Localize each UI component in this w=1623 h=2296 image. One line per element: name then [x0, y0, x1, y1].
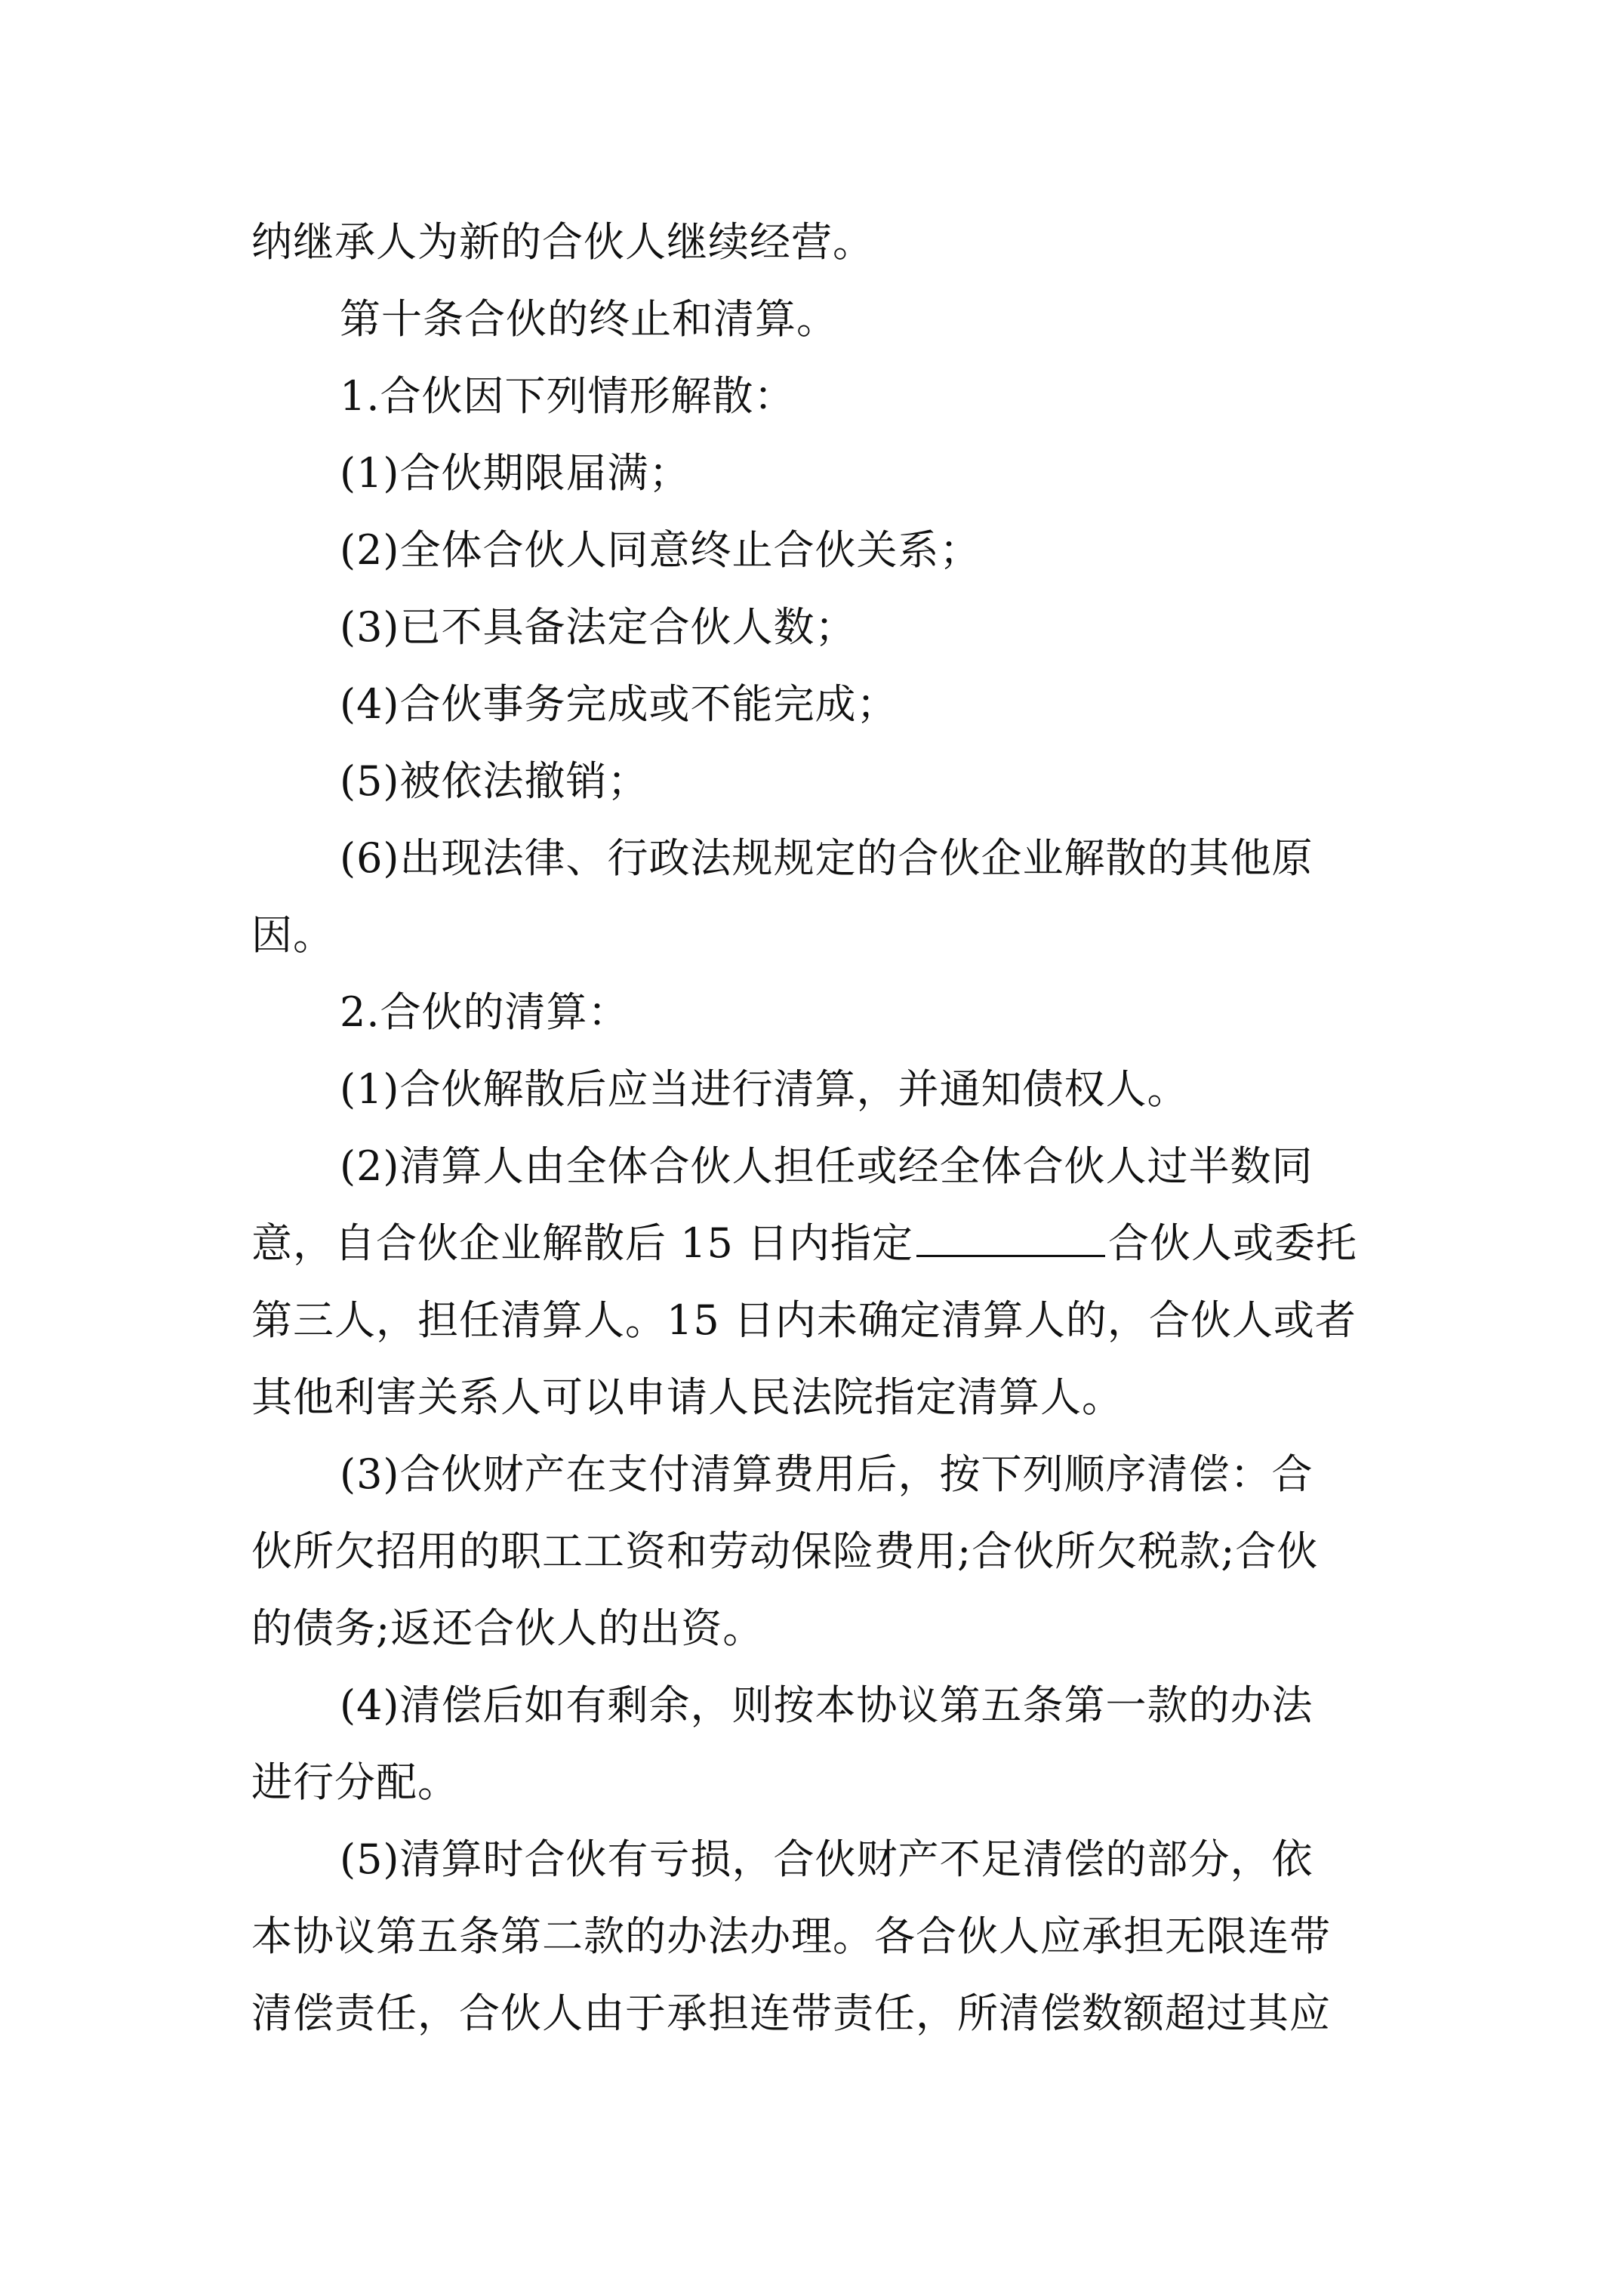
list-item: (6)出现法律、行政法规规定的合伙企业解散的其他原 [340, 834, 1313, 882]
list-item: (5)被依法撤销； [340, 757, 649, 805]
text-line: 本协议第五条第二款的办法办理。各合伙人应承担无限连带 [251, 1912, 1331, 1960]
list-item: (4)清偿后如有剩余，则按本协议第五条第一款的办法 [340, 1681, 1313, 1729]
list-item: (4)合伙事务完成或不能完成； [340, 680, 898, 728]
list-item: (1)合伙期限届满； [340, 449, 691, 497]
text-fragment: 合伙人或委托 [1108, 1219, 1358, 1267]
section-heading: 2.合伙的清算： [340, 988, 630, 1036]
fill-in-blank [916, 1210, 1105, 1257]
list-item: (3)合伙财产在支付清算费用后，按下列顺序清偿：合 [340, 1450, 1313, 1498]
text-line: 因。 [251, 911, 334, 959]
text-line: 清偿责任，合伙人由于承担连带责任，所清偿数额超过其应 [251, 1989, 1331, 2037]
text-line: 其他利害关系人可以申请人民法院指定清算人。 [251, 1373, 1123, 1421]
list-item: (2)清算人由全体合伙人担任或经全体合伙人过半数同 [340, 1142, 1313, 1190]
text-line: 伙所欠招用的职工工资和劳动保险费用;合伙所欠税款;合伙 [251, 1527, 1319, 1575]
text-line: 第三人，担任清算人。15 日内未确定清算人的，合伙人或者 [251, 1296, 1357, 1344]
text-line-with-blank [251, 1205, 1384, 1282]
text-line: 纳继承人为新的合伙人继续经营。 [251, 218, 874, 266]
text-line: 的债务;返还合伙人的出资。 [251, 1604, 765, 1652]
list-item: (5)清算时合伙有亏损，合伙财产不足清偿的部分，依 [340, 1835, 1313, 1883]
list-item: (3)已不具备法定合伙人数； [340, 603, 857, 651]
list-item: (2)全体合伙人同意终止合伙关系； [340, 526, 981, 574]
article-heading: 第十条合伙的终止和清算。 [340, 295, 838, 343]
text-fragment: 意，自合伙企业解散后 15 日内指定 [251, 1219, 914, 1267]
section-heading: 1.合伙因下列情形解散： [340, 372, 796, 420]
document-body [251, 204, 1384, 2052]
text-line: 进行分配。 [251, 1758, 459, 1806]
list-item: (1)合伙解散后应当进行清算，并通知债权人。 [340, 1065, 1189, 1113]
